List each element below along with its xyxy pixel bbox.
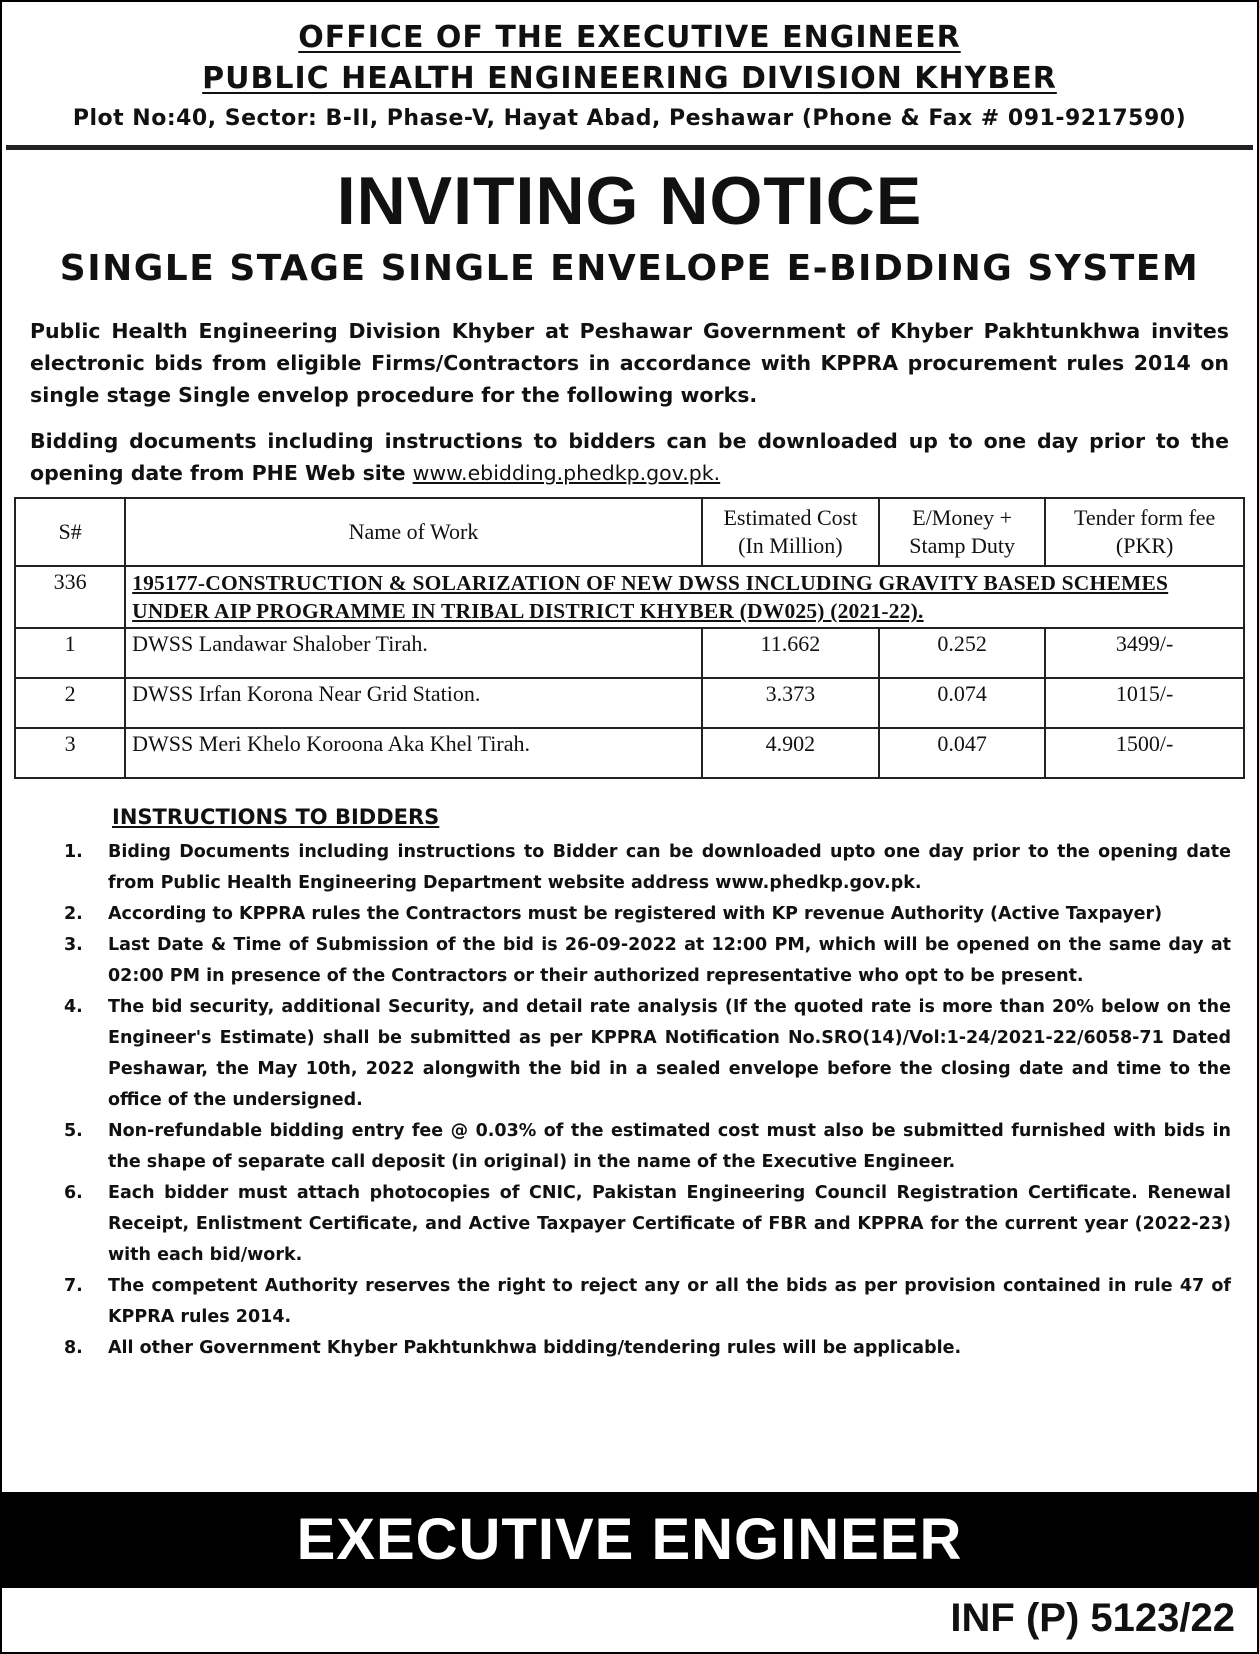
list-item [38, 837, 1231, 899]
row-emoney: 0.252 [879, 628, 1045, 678]
item-text: Last Date & Time of Submission of the bid is 26-09-2022 at 12:00 PM, which will be opened on the same day at 02:00 PM in presence of the Contractors or their authorized representative who opt to be present. [108, 935, 1231, 986]
list-item [38, 1116, 1231, 1178]
instructions-heading: INSTRUCTIONS TO BIDDERS [112, 805, 440, 829]
header-divider [6, 145, 1253, 150]
group-name-cell [125, 566, 1244, 628]
row-sno: 2 [15, 678, 125, 728]
list-item [38, 992, 1231, 1116]
table-group-row [15, 566, 1244, 628]
bidding-docs-text: Bidding documents including instructions to bidders can be downloaded up to one day prior to the opening date from PHE Web site [30, 429, 1229, 485]
item-number: 1. [64, 842, 83, 862]
row-name: DWSS Irfan Korona Near Grid Station. [125, 678, 702, 728]
list-item [38, 930, 1231, 992]
header-sno: S# [15, 498, 125, 566]
item-number: 8. [64, 1338, 83, 1358]
table-row [15, 678, 1244, 728]
item-number: 3. [64, 935, 83, 955]
list-item [38, 899, 1231, 930]
letterhead [2, 20, 1257, 131]
row-fee: 3499/- [1045, 628, 1244, 678]
row-name: DWSS Meri Khelo Koroona Aka Khel Tirah. [125, 728, 702, 778]
group-name: 195177-CONSTRUCTION & SOLARIZATION OF NEW DWSS INCLUDING GRAVITY BASED SCHEMES UNDER AIP PROGRAMME IN TRIBAL DISTRICT KHYBER (DW025) (2021-22). [132, 571, 1169, 623]
row-fee: 1500/- [1045, 728, 1244, 778]
table-row [15, 628, 1244, 678]
header-tender-fee: Tender form fee (PKR) [1045, 498, 1244, 566]
item-text: Biding Documents including instructions to Bidder can be downloaded upto one day prior to the opening date from Public Health Engineering Department website address www.phedkp.gov.pk. [108, 842, 1231, 893]
item-text: Each bidder must attach photocopies of CNIC, Pakistan Engineering Council Registration Certificate. Renewal Receipt, Enlistment Certificate, and Active Taxpayer Certificate of FBR and KPPRA for the current year (2022-23) with each bid/work. [108, 1183, 1231, 1265]
list-item [38, 1333, 1231, 1364]
row-emoney: 0.074 [879, 678, 1045, 728]
row-emoney: 0.047 [879, 728, 1045, 778]
list-item [38, 1271, 1231, 1333]
item-number: 4. [64, 997, 83, 1017]
notice-subtitle: SINGLE STAGE SINGLE ENVELOPE E-BIDDING SYSTEM [59, 248, 1200, 289]
header-name-of-work: Name of Work [125, 498, 702, 566]
header-estimated-cost: Estimated Cost (In Million) [702, 498, 879, 566]
row-sno: 1 [15, 628, 125, 678]
item-text: Non-refundable bidding entry fee @ 0.03% of the estimated cost must also be submitted furnished with bids in the shape of separate call deposit (in original) in the name of the Executive Engineer. [108, 1121, 1231, 1172]
intro-paragraph: Public Health Engineering Division Khyber at Peshawar Government of Khyber Pakhtunkhwa invites electronic bids from eligible Firms/Contractors in accordance with KPPRA procurement rules 2014 on single stage Single envelop procedure for the following works. [30, 319, 1229, 407]
instructions-list [38, 837, 1231, 1364]
office-address: Plot No:40, Sector: B-II, Phase-V, Hayat Abad, Peshawar (Phone & Fax # 091-9217590) [72, 106, 1187, 131]
row-name: DWSS Landawar Shalober Tirah. [125, 628, 702, 678]
item-text: The bid security, additional Security, and detail rate analysis (If the quoted rate is more than 20% below on the Engineer's Estimate) shall be submitted as per KPPRA Notification No.SRO(14)/Vol:1-24/2021-22/6058-71 Dated Peshawar, the May 10th, 2022 alongwith the bid in a sealed envelope before the closing date and time to the office of the undersigned. [108, 997, 1231, 1110]
inf-reference: INF (P) 5123/22 [950, 1596, 1235, 1640]
item-number: 6. [64, 1183, 83, 1203]
item-number: 2. [64, 904, 83, 924]
signatory-banner: EXECUTIVE ENGINEER [2, 1492, 1257, 1588]
item-number: 5. [64, 1121, 83, 1141]
table-header-row [15, 498, 1244, 566]
row-cost: 3.373 [702, 678, 879, 728]
row-fee: 1015/- [1045, 678, 1244, 728]
notice-title: INVITING NOTICE [336, 163, 923, 239]
group-sno: 336 [15, 566, 125, 628]
bidding-docs-paragraph [30, 425, 1229, 489]
row-cost: 11.662 [702, 628, 879, 678]
row-sno: 3 [15, 728, 125, 778]
row-cost: 4.902 [702, 728, 879, 778]
item-text: According to KPPRA rules the Contractors must be registered with KP revenue Authority (Active Taxpayer) [108, 904, 1163, 924]
ebidding-link[interactable]: www.ebidding.phedkp.gov.pk. [412, 461, 721, 485]
header-emoney: E/Money + Stamp Duty [879, 498, 1045, 566]
list-item [38, 1178, 1231, 1271]
office-title: OFFICE OF THE EXECUTIVE ENGINEER [298, 20, 961, 55]
table-row [15, 728, 1244, 778]
item-text: The competent Authority reserves the right to reject any or all the bids as per provision contained in rule 47 of KPPRA rules 2014. [108, 1276, 1231, 1327]
item-text: All other Government Khyber Pakhtunkhwa bidding/tendering rules will be applicable. [108, 1338, 962, 1358]
division-title: PUBLIC HEALTH ENGINEERING DIVISION KHYBER [202, 61, 1057, 96]
item-number: 7. [64, 1276, 83, 1296]
works-table [14, 497, 1245, 779]
